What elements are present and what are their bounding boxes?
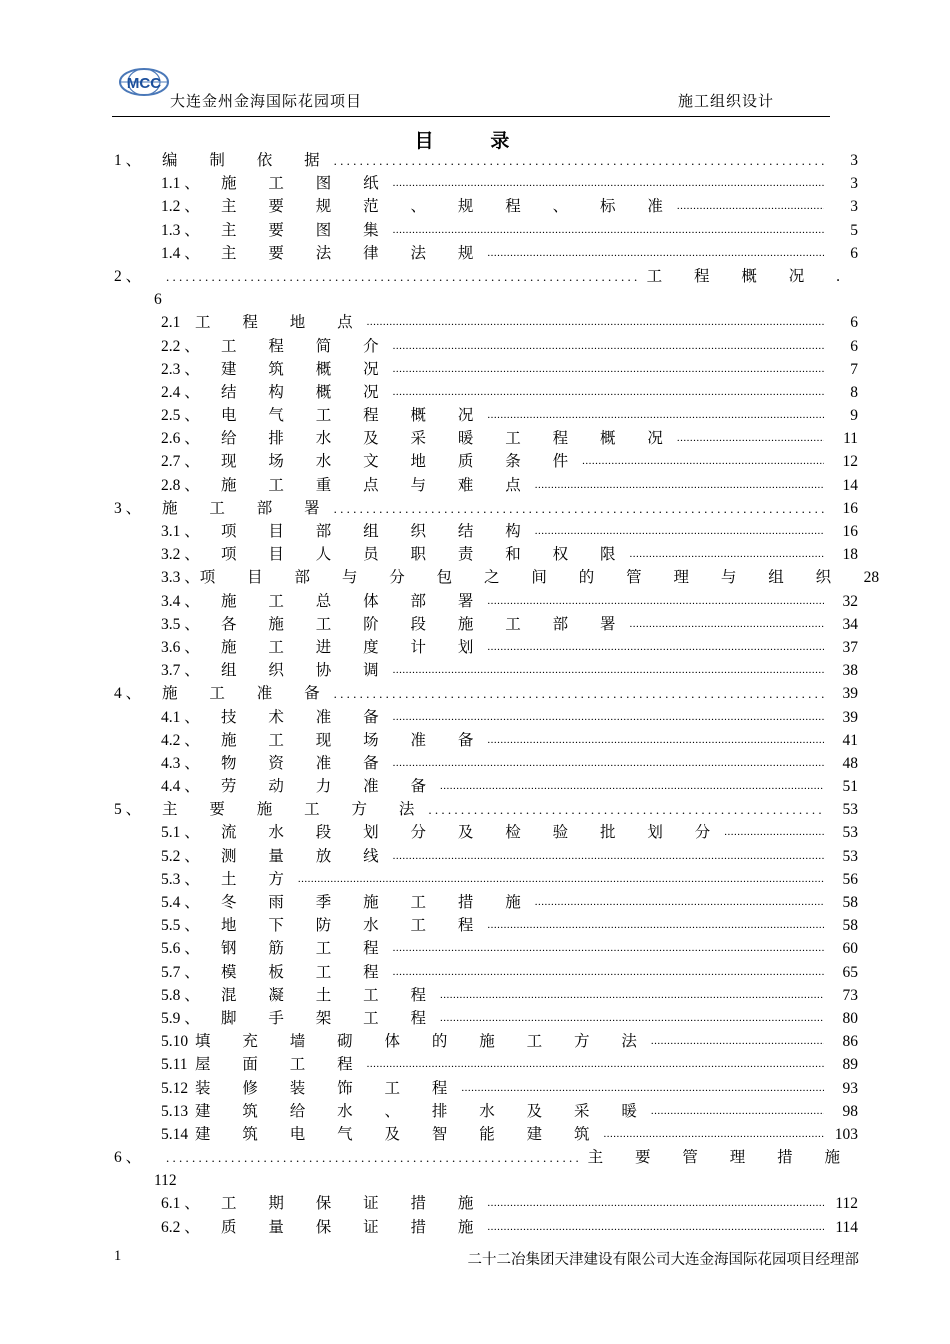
toc-entry[interactable]	[114, 1216, 858, 1239]
toc-dot-leader	[651, 1100, 824, 1123]
toc-entry-page: 3	[850, 198, 858, 216]
toc-dot-leader	[630, 543, 824, 566]
toc-dot-leader	[393, 381, 824, 404]
toc-entry[interactable]	[114, 1030, 858, 1053]
toc-dot-leader	[334, 149, 824, 172]
toc-entry-page: 80	[842, 1009, 858, 1027]
toc-entry-page: 9	[850, 407, 858, 425]
toc-entry-page: 56	[842, 870, 858, 888]
toc-entry-title: 土 方	[221, 870, 298, 888]
toc-dot-leader	[487, 914, 824, 937]
toc-entry-title: 脚 手 架 工 程	[221, 1009, 441, 1027]
toc-entry[interactable]	[114, 219, 858, 242]
toc-dot-leader	[487, 1192, 824, 1215]
toc-entry-number: 1.2 、	[161, 198, 200, 216]
toc-entry[interactable]	[114, 474, 858, 497]
toc-entry[interactable]	[114, 1007, 858, 1030]
toc-entry[interactable]	[114, 1100, 858, 1123]
toc-dot-leader	[461, 1077, 824, 1100]
toc-entry[interactable]	[114, 798, 858, 821]
toc-dot-leader	[487, 404, 824, 427]
toc-dot-leader	[393, 335, 824, 358]
toc-entry-title: 钢 筋 工 程	[221, 940, 393, 958]
toc-entry-page: 7	[850, 360, 858, 378]
toc-entry[interactable]	[114, 706, 858, 729]
toc-entry-page: 39	[842, 685, 858, 703]
document-type: 施工组织设计	[678, 92, 775, 110]
toc-entry-title: 项 目 部 与 分 包 之 间 的 管 理 与 组 织	[199, 569, 846, 587]
page-footer	[114, 1248, 859, 1269]
toc-entry[interactable]	[114, 265, 858, 288]
toc-entry-number: 3.6 、	[161, 638, 200, 656]
toc-entry-number: 2.2 、	[161, 337, 200, 355]
toc-entry-number: 2.7 、	[161, 453, 200, 471]
toc-entry[interactable]	[114, 613, 858, 636]
toc-entry-title: 现 场 水 文 地 质 条 件	[221, 453, 583, 471]
toc-entry[interactable]	[114, 520, 858, 543]
toc-entry-number: 6.1 、	[161, 1195, 200, 1213]
toc-entry-number: 3 、	[114, 499, 142, 517]
toc-dot-leader	[393, 358, 824, 381]
toc-dot-leader	[487, 590, 824, 613]
toc-entry-number: 1.4 、	[161, 244, 200, 262]
toc-entry-title: 测 量 放 线	[221, 847, 393, 865]
toc-dot-leader	[724, 821, 824, 844]
toc-dot-leader	[334, 497, 824, 520]
toc-entry[interactable]	[114, 961, 858, 984]
toc-dot-leader	[367, 1053, 824, 1076]
toc-entry-title: 混 凝 土 工 程	[221, 986, 441, 1004]
toc-entry-number: 2.4 、	[161, 383, 200, 401]
toc-entry-page: 16	[842, 523, 858, 540]
toc-entry-page: 41	[842, 731, 858, 749]
toc-entry-number: 4.4 、	[161, 778, 200, 796]
toc-entry-number: 2.5 、	[161, 407, 200, 425]
toc-entry-page-wrapped	[114, 288, 858, 311]
toc-dot-leader	[651, 1030, 824, 1053]
toc-dot-leader	[440, 984, 824, 1007]
toc-entry-number: 5.4 、	[161, 894, 200, 911]
toc-entry-number: 4 、	[114, 685, 142, 703]
toc-entry[interactable]	[114, 450, 858, 473]
toc-entry-number: 3.3 、	[161, 569, 200, 587]
toc-entry-title: 工 程 地 点	[195, 314, 367, 332]
toc-entry-title: 模 板 工 程	[221, 963, 393, 981]
toc-entry-title: 各 施 工 阶 段 施 工 部 署	[221, 615, 630, 633]
toc-dot-leader	[393, 172, 824, 195]
toc-entry-number: 2.8 、	[161, 476, 200, 494]
toc-dot-leader	[677, 195, 824, 218]
toc-entry-page: 89	[842, 1056, 858, 1074]
toc-entry-page: 6	[850, 244, 858, 262]
toc-entry-page: 5	[850, 221, 858, 239]
toc-entry-number: 6.2 、	[161, 1218, 200, 1236]
toc-entry-page: 32	[842, 592, 858, 610]
toc-entry-title: 物 资 准 备	[221, 754, 393, 772]
toc-dot-leader	[367, 311, 824, 334]
toc-entry-page-wrapped	[114, 1169, 858, 1192]
toc-entry-number: 4.1 、	[161, 708, 200, 726]
toc-entry-page: 3	[850, 152, 858, 169]
toc-entry-title: 技 术 准 备	[221, 708, 393, 726]
toc-entry[interactable]	[114, 682, 858, 705]
toc-entry-title: 主 要 施 工 方 法	[162, 801, 429, 819]
toc-entry[interactable]	[114, 1077, 858, 1100]
toc-entry-number: 3.2 、	[161, 546, 200, 564]
page-number: 1	[114, 1248, 122, 1264]
toc-entry-page: 98	[842, 1102, 858, 1120]
toc-entry[interactable]	[114, 937, 858, 960]
toc-dot-leader	[166, 1146, 582, 1169]
toc-entry-page: 37	[842, 638, 858, 656]
toc-entry-number: 2.1	[161, 314, 181, 332]
toc-entry-title: 建 筑 概 况	[221, 360, 393, 378]
toc-entry-number: 2.3 、	[161, 360, 200, 378]
toc-entry-number: 6 、	[114, 1149, 142, 1167]
toc-dot-leader	[535, 474, 824, 497]
toc-entry-title: 施 工 图 纸	[221, 175, 393, 193]
toc-entry-title: 组 织 协 调	[221, 662, 393, 680]
toc-entry-number: 5.5 、	[161, 917, 200, 935]
toc-entry-number: 5.12	[161, 1079, 189, 1097]
toc-entry[interactable]	[114, 868, 858, 891]
toc-entry-page: 38	[842, 662, 858, 680]
toc-entry-page: 8	[850, 383, 858, 401]
toc-entry[interactable]	[114, 427, 858, 450]
toc-entry-number: 5.7 、	[161, 963, 200, 981]
toc-entry-number: 5.3 、	[161, 870, 200, 888]
toc-entry-page: 51	[842, 778, 858, 796]
toc-entry-page: 53	[842, 847, 858, 865]
toc-entry-title: 施 工 部 署	[162, 499, 334, 517]
toc-entry[interactable]	[114, 1123, 858, 1146]
toc-entry-page: 11	[843, 430, 858, 448]
mcc-logo-icon	[116, 66, 172, 102]
toc-entry[interactable]	[114, 775, 858, 798]
toc-entry-title: 装 修 装 饰 工 程	[195, 1079, 462, 1097]
toc-entry-title: 电 气 工 程 概 况	[221, 407, 488, 425]
toc-entry-number: 1.3 、	[161, 221, 200, 239]
toc-dot-leader	[334, 682, 824, 705]
toc-dot-leader	[604, 1123, 824, 1146]
toc-entry-page: 14	[842, 476, 858, 494]
toc-entry[interactable]	[114, 659, 858, 682]
toc-dot-leader	[428, 798, 824, 821]
toc-entry-page: 34	[842, 615, 858, 633]
toc-entry-number: 5 、	[114, 801, 142, 819]
toc-dot-leader	[393, 219, 824, 242]
toc-entry-number: 3.7 、	[161, 662, 200, 680]
toc-entry-number: 5.9 、	[161, 1009, 200, 1027]
toc-entry-page: 3	[850, 175, 858, 193]
toc-title: 目 录	[414, 131, 536, 152]
toc-entry[interactable]	[114, 335, 858, 358]
toc-entry-title: 地 下 防 水 工 程	[221, 917, 488, 935]
toc-entry-number: 3.4 、	[161, 592, 200, 610]
toc-entry[interactable]	[114, 845, 858, 868]
toc-entry-page: 6	[850, 337, 858, 355]
toc-dot-leader	[393, 659, 824, 682]
toc-entry[interactable]	[114, 1192, 858, 1215]
toc-entry-page: 73	[842, 986, 858, 1004]
toc-entry[interactable]	[114, 311, 858, 334]
toc-entry-number: 3.1 、	[161, 523, 200, 540]
toc-entry-number: 5.13	[161, 1102, 189, 1120]
toc-entry-title: 给 排 水 及 采 暖 工 程 概 况	[221, 430, 677, 448]
toc-dot-leader	[487, 242, 824, 265]
toc-entry-title: 填 充 墙 砌 体 的 施 工 方 法	[195, 1033, 651, 1051]
toc-entry[interactable]	[114, 195, 858, 218]
toc-entry-page: 39	[842, 708, 858, 726]
toc-entry-number: 5.1 、	[161, 824, 200, 842]
toc-entry-number: 5.11	[161, 1056, 188, 1074]
toc-entry-page: 53	[842, 801, 858, 819]
toc-entry[interactable]	[114, 381, 858, 404]
toc-entry-title: 项 目 部 组 织 结 构	[221, 523, 535, 540]
toc-dot-leader	[440, 1007, 824, 1030]
toc-entry[interactable]	[114, 566, 880, 589]
page-header	[112, 64, 830, 117]
toc-entry-page: 112	[154, 1172, 177, 1190]
toc-entry-page: 103	[834, 1125, 858, 1143]
toc-entry-number: 5.14	[161, 1125, 189, 1143]
toc-entry-number: 4.3 、	[161, 754, 200, 772]
toc-entry-title: 编 制 依 据	[162, 152, 334, 169]
toc-entry[interactable]	[114, 497, 858, 520]
toc-entry-page: 48	[842, 754, 858, 772]
toc-entry-title: 质 量 保 证 措 施	[221, 1218, 488, 1236]
toc-entry-number: 1 、	[114, 152, 142, 169]
toc-entry[interactable]	[114, 752, 858, 775]
toc-entry-page: 53	[842, 824, 858, 842]
toc-entry-page: 114	[835, 1218, 858, 1236]
toc-dot-leader	[393, 961, 824, 984]
toc-entry[interactable]	[114, 914, 858, 937]
toc-entry[interactable]	[114, 1146, 858, 1169]
toc-entry-title: 施 工 准 备	[162, 685, 334, 703]
toc-dot-leader	[166, 265, 641, 288]
logo-text: MCC	[126, 75, 162, 92]
toc-entry-page: 93	[842, 1079, 858, 1097]
toc-entry-title: 主 要 法 律 法 规	[221, 244, 488, 262]
toc-entry-number: 3.5 、	[161, 615, 200, 633]
toc-dot-leader	[535, 891, 824, 914]
toc-entry-title: 施 工 总 体 部 署	[221, 592, 488, 610]
toc-entry-number: 2 、	[114, 267, 142, 285]
toc-entry-page: 86	[842, 1033, 858, 1051]
toc-dot-leader	[630, 613, 824, 636]
toc-entry-title: 主 要 图 集	[221, 221, 393, 239]
project-name: 大连金州金海国际花园项目	[170, 92, 363, 110]
toc-entry-number: 5.2 、	[161, 847, 200, 865]
toc-dot-leader	[393, 845, 824, 868]
toc-entry[interactable]	[114, 172, 858, 195]
toc-entry-page: 28	[863, 569, 880, 587]
toc-dot-leader	[440, 775, 824, 798]
toc-entry-page: 65	[842, 963, 858, 981]
toc-entry-page: 6	[154, 291, 162, 309]
toc-entry-page: 6	[850, 314, 858, 332]
toc-entry-number: 4.2 、	[161, 731, 200, 749]
toc-entry[interactable]	[114, 636, 858, 659]
toc-entry-title: 主 要 规 范 、 规 程 、 标 准	[221, 198, 677, 216]
toc-entry-title: 施 工 现 场 准 备	[221, 731, 488, 749]
toc-entry-number: 5.6 、	[161, 940, 200, 958]
toc-entry-title: 劳 动 力 准 备	[221, 778, 441, 796]
toc-entry-page: 60	[842, 940, 858, 958]
toc-entry-page: 112	[835, 1195, 858, 1213]
toc-entry-page: 18	[842, 546, 858, 564]
toc-entry[interactable]	[114, 1053, 858, 1076]
toc-dot-leader	[487, 636, 824, 659]
toc-entry-title: 建 筑 电 气 及 智 能 建 筑	[195, 1125, 604, 1143]
toc-entry-page: 58	[842, 894, 858, 911]
toc-entry[interactable]	[114, 984, 858, 1007]
toc-entry-number: 5.8 、	[161, 986, 200, 1004]
toc-entry-title: 结 构 概 况	[221, 383, 393, 401]
toc-entry-page: 12	[842, 453, 858, 471]
company-name: 二十二冶集团天津建设有限公司大连金海国际花园项目经理部	[467, 1252, 859, 1268]
toc-entry-number: 2.6 、	[161, 430, 200, 448]
toc-entry[interactable]	[114, 358, 858, 381]
toc-entry-number: 5.10	[161, 1033, 189, 1051]
toc-entry[interactable]	[114, 590, 858, 613]
toc-entry-title: 建 筑 给 水 、 排 水 及 采 暖	[195, 1102, 651, 1120]
toc-entry-title: 工 期 保 证 措 施	[221, 1195, 488, 1213]
toc-entry-page: 16	[842, 499, 858, 517]
toc-entry-title: 冬 雨 季 施 工 措 施	[221, 894, 535, 911]
toc-dot-leader	[487, 729, 824, 752]
toc-dot-leader	[677, 427, 824, 450]
table-of-contents	[114, 149, 880, 1239]
toc-dot-leader	[582, 450, 824, 473]
toc-dot-leader	[393, 752, 824, 775]
toc-entry-title: 施 工 进 度 计 划	[221, 638, 488, 656]
toc-dot-leader	[393, 937, 824, 960]
toc-entry[interactable]	[114, 821, 858, 844]
toc-entry-number: 1.1 、	[161, 175, 200, 193]
toc-entry-page: 58	[842, 917, 858, 935]
toc-entry[interactable]	[114, 891, 858, 914]
toc-entry-title: 屋 面 工 程	[195, 1056, 367, 1074]
toc-entry[interactable]	[114, 543, 858, 566]
toc-entry-title: 流 水 段 划 分 及 检 验 批 划 分	[221, 824, 725, 842]
toc-dot-leader	[535, 520, 824, 543]
toc-dot-leader	[487, 1216, 824, 1239]
toc-entry-title: 工 程 简 介	[221, 337, 393, 355]
toc-entry-title: 工 程 概 况 .	[646, 267, 854, 285]
toc-entry[interactable]	[114, 149, 858, 172]
toc-entry-title: 主 要 管 理 措 施	[587, 1149, 854, 1167]
toc-entry-title: 项 目 人 员 职 责 和 权 限	[221, 546, 630, 564]
toc-dot-leader	[298, 868, 824, 891]
toc-entry[interactable]	[114, 242, 858, 265]
toc-dot-leader	[393, 706, 824, 729]
toc-entry[interactable]	[114, 729, 858, 752]
toc-entry[interactable]	[114, 404, 858, 427]
toc-entry-title: 施 工 重 点 与 难 点	[221, 476, 535, 494]
